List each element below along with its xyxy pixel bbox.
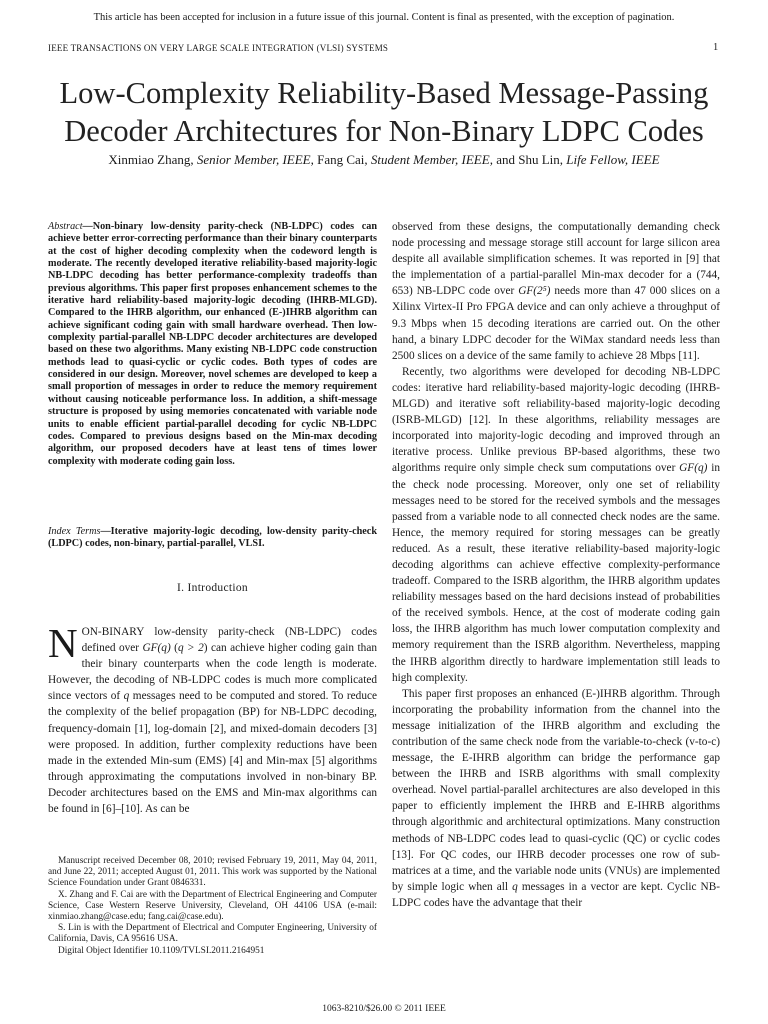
right-paragraph-3 bbox=[392, 686, 720, 911]
drop-cap: N bbox=[48, 620, 78, 666]
section-heading-introduction: I. Introduction bbox=[177, 582, 248, 594]
right-paragraph-2 bbox=[392, 364, 720, 686]
title-line-1: Low-Complexity Reliability-Based Message-Passing bbox=[59, 76, 709, 110]
index-terms bbox=[48, 526, 377, 551]
intro-text-b: ( bbox=[170, 642, 178, 655]
intro-text-d: messages need to be computed and stored. To reduce the complexity of the belief propagation (BP) for NB-LDPC decoding, frequency-domain [1], log-domain [2], and mixed-domain decoders [3] were proposed. In addition, further complexity reductions have been made in the extended Min-sum (EMS) [4] and Min-max [5] algorithms through approximating the computations involved in non-binary BP. Decoder architectures based on the EMS and Min-max algorithms can be found in [6]–[10]. As can be bbox=[48, 690, 377, 816]
author-name-3: Shu Lin, bbox=[518, 152, 564, 167]
title-line-2: Decoder Architectures for Non-Binary LDPC Codes bbox=[64, 114, 704, 148]
math-q: q bbox=[123, 690, 130, 703]
math-gf-q: GF(q) bbox=[142, 642, 171, 655]
math-q-gt-2: q > 2 bbox=[177, 642, 204, 655]
paper-title bbox=[30, 74, 738, 150]
right-p1-text-b: needs more than 47 000 slices on a Xilinx Virtex-II Pro FPGA device and can only achieve a throughput of 9.3 Mbps when 15 decoding iterations are carried out. On the other hand, a binary LDPC decoder for the WiMax standard needs less than 2500 slices on a device of the same family to achieve 28 Mbps [11]. bbox=[392, 285, 720, 362]
page-number: 1 bbox=[713, 42, 719, 53]
right-p1-text-a: observed from these designs, the computationally demanding check node processing and message storage still account for large silicon area despite all available simplification schemes. It was reported in [9] that the implementation of a partial-parallel Min-max decoder for a (744, 653) NB-LDPC code over bbox=[392, 221, 720, 298]
intro-text-c: ) can achieve higher coding gain than their binary counterparts when the code length is moderate. However, the decoding of NB-LDPC codes is much more complicated since vectors of bbox=[48, 642, 377, 703]
footnote-affiliation-1: X. Zhang and F. Cai are with the Department of Electrical Engineering and Computer Science, Case Western Reserve University, Cleveland, OH 44106 USA (e-mail: xinmiao.zhang@case.edu; fang.cai@case.edu). bbox=[48, 889, 377, 923]
introduction-paragraph bbox=[48, 620, 377, 817]
right-p2-text-a: Recently, two algorithms were developed for decoding NB-LDPC codes: iterative hard reliability-based majority-logic decoding (IHRB-MLGD) and iterative soft reliability-based majority-logic decoding (ISRB-MLGD) [12]. In these algorithms, reliability messages are incorporated into majority-logic decoding and improved through an iterative process. Unlike previous BP-based algorithms, these two algorithms require only simple check sum computations over bbox=[392, 365, 720, 475]
math-q-2: q bbox=[512, 880, 518, 893]
footnote-doi: Digital Object Identifier 10.1109/TVLSI.2011.2164951 bbox=[58, 945, 265, 956]
math-gf-q-2: GF(q) bbox=[679, 462, 708, 475]
abstract-body: —Non-binary low-density parity-check (NB-LDPC) codes can achieve better error-correcting performance than their binary counterparts at the cost of higher decoding complexity when the codeword length is moderate. The recently developed iterative reliability-based majority-logic NB-LDPC decoding has better performance-complexity tradeoffs than previous algorithms. This paper first proposes enhancement schemes to the iterative hard reliability-based majority-logic decoding (IHRB-MLGD). Compared to the IHRB algorithm, our enhanced (E-)IHRB algorithm can achieve significant coding gain with small hardware overhead. Then low-complexity partial-parallel NB-LDPC decoder architectures are developed based on these two algorithms. Many existing NB-LDPC code construction methods lead to quasi-cyclic or cyclic codes. Both types of codes are considered in our design. Moreover, novel schemes are developed to keep a small proportion of messages in order to reduce the memory requirement without causing noticeable performance loss. In addition, a shift-message structure is proposed by using memories concatenated with variable node units to enable efficient partial-parallel decoding for cyclic NB-LDPC codes. Compared to previous designs based on the Min-max decoding algorithm, our proposed decoders have at least tens of times lower complexity with moderate coding gain loss. bbox=[48, 221, 377, 467]
math-gf-2-5: GF(2⁵) bbox=[518, 285, 551, 298]
footnotes bbox=[48, 856, 377, 957]
author-name-2: Fang Cai, bbox=[317, 152, 368, 167]
running-head: IEEE TRANSACTIONS ON VERY LARGE SCALE INTEGRATION (VLSI) SYSTEMS bbox=[48, 43, 389, 53]
index-terms-body: —Iterative majority-logic decoding, low-density parity-check (LDPC) codes, non-binary, partial-parallel, VLSI. bbox=[48, 526, 377, 550]
intro-text-a: low-density parity-check (NB-LDPC) codes defined over bbox=[81, 626, 377, 655]
index-terms-lead: Index Terms bbox=[48, 526, 101, 537]
author-role-1: Senior Member, IEEE, bbox=[196, 152, 314, 167]
right-p3-text-a: This paper first proposes an enhanced (E-)IHRB algorithm. Through incorporating the probability information from the channel into the message initialization of the IHRB algorithm and excluding the contribution of the same check node from the variable-to-check (v-to-c) message, the E-IHRB algorithm can bridge the performance gap between the IHRB and ISRB algorithms with small complexity overhead. Novel partial-parallel architectures are also developed in this paper to efficiently implement the IHRB and E-IHRB algorithms through algorithmic and architectural optimizations. Many construction methods of NB-LDPC codes lead to quasi-cyclic (QC) or cyclic codes [13]. For QC codes, our IHRB decoder processes one row of sub-matrices at a time, and the variable node units (VNUs) are implemented by simple logic when all bbox=[392, 687, 720, 893]
author-and: and bbox=[496, 152, 515, 167]
author-role-2: Student Member, IEEE, bbox=[370, 152, 493, 167]
abstract bbox=[48, 221, 377, 468]
intro-caps: ON-BINARY bbox=[81, 626, 144, 638]
abstract-lead: Abstract bbox=[48, 221, 83, 232]
right-p2-text-b: in the check node processing. Moreover, only one set of reliability messages need to be stored for the received symbols and the messages passed from a variable node to all connected check nodes are the same. Hence, the memory required for storing messages can be greatly reduced. As a result, these iterative reliability-based majority-logic decoding algorithms can achieve effective complexity-performance tradeoff. Compared to the ISRB algorithm, the IHRB algorithm updates reliability messages based on the hard decisions instead of probabilities of the received symbols. Hence, at the cost of moderate coding gain loss, the IHRB algorithm has much lower computation complexity and memory requirement than the ISRB algorithm. Nevertheless, mapping the IHRB algorithm directly to hardware implementation still leads to high complexity. bbox=[392, 462, 720, 684]
right-paragraph-1 bbox=[392, 219, 720, 364]
author-role-3: Life Fellow, IEEE bbox=[566, 152, 660, 167]
right-column bbox=[392, 219, 720, 911]
copyright-line: 1063-8210/$26.00 © 2011 IEEE bbox=[322, 1004, 446, 1014]
footnote-affiliation-2: S. Lin is with the Department of Electrical and Computer Engineering, University of California, Davis, CA 95616 USA. bbox=[48, 923, 377, 945]
author-line bbox=[20, 152, 748, 168]
footnote-manuscript: Manuscript received December 08, 2010; revised February 19, 2011, May 04, 2011, and June 22, 2011; accepted August 01, 2011. This work was supported by the National Science Foundation under Grant 0846331. bbox=[48, 856, 377, 889]
author-name-1: Xinmiao Zhang, bbox=[108, 152, 194, 167]
acceptance-notice: This article has been accepted for inclusion in a future issue of this journal. Content is final as presented, with the exception of pagination. bbox=[93, 12, 675, 23]
right-p3-text-b: messages in a vector are kept. Cyclic NB-LDPC codes have the advantage that their bbox=[392, 880, 721, 909]
